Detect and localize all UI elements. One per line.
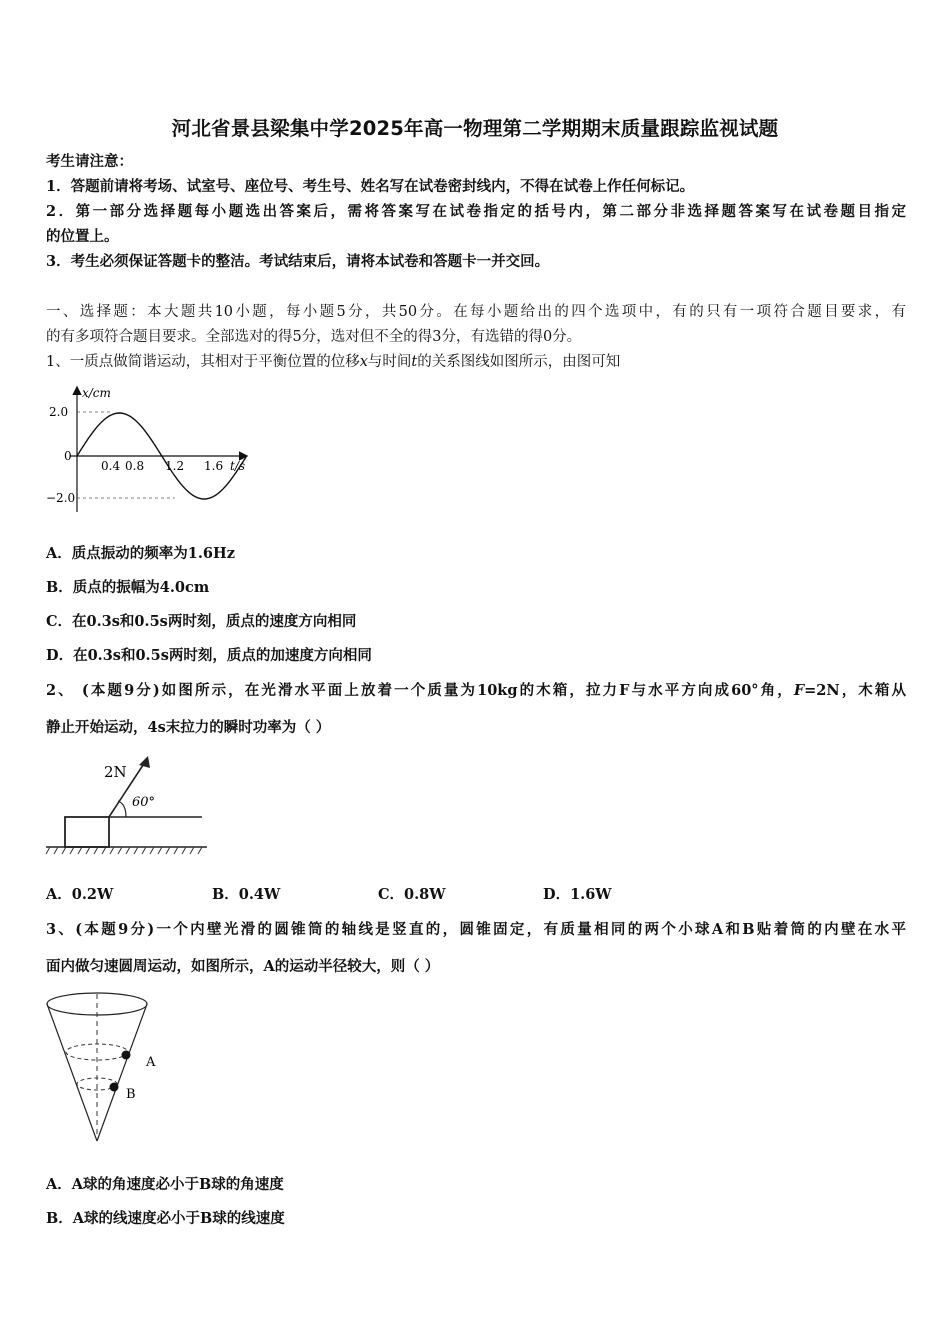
x-tick-0.4: 0.4 [101, 459, 121, 473]
wooden-box [65, 817, 109, 847]
angle-arc [118, 801, 126, 817]
angle-label: 60° [132, 795, 156, 810]
q1-option-d: D．在0.3s和0.5s两时刻，质点的加速度方向相同 [46, 647, 372, 664]
q2-stem-line2: 静止开始运动，4s末拉力的瞬时功率为（ ） [46, 719, 331, 736]
ball-b-label: B [126, 1087, 136, 1102]
x-tick-0.8: 0.8 [125, 459, 145, 473]
section-intro-line2: 的有多项符合题目要求。全部选对的得5分，选对但不全的得3分，有选错的得0分。 [46, 329, 582, 345]
page-title: 河北省景县梁集中学2025年高一物理第二学期期末质量跟踪监视试题 [171, 117, 779, 140]
cone-left-side [47, 1004, 97, 1141]
q2-option-a: A．0.2W [46, 886, 114, 903]
q1-stem-b: 与时间 [367, 354, 412, 370]
y-tick-min: −2.0 [46, 491, 76, 505]
y-tick-max: 2.0 [49, 405, 69, 419]
ball-a [122, 1051, 131, 1060]
q1-stem [46, 352, 620, 372]
q1-option-c: C．在0.3s和0.5s两时刻，质点的速度方向相同 [46, 613, 357, 630]
notice-item-2-cont: 的位置上。 [46, 228, 119, 245]
x-axis-label: t/s [230, 459, 246, 473]
q2-stem-line1: 2、 (本题9分)如图所示，在光滑水平面上放着一个质量为10kg的木箱，拉力F与水平方向成60°角，F=2N，木箱从 [46, 682, 906, 699]
q3-option-a: A．A球的角速度必小于B球的角速度 [46, 1176, 284, 1193]
q1-var-t: t [411, 354, 418, 370]
notice-item-2: 2．第一部分选择题每小题选出答案后，需将答案写在试卷指定的括号内，第二部分非选择题答案写在试卷题目指定 [46, 203, 906, 220]
y-tick-zero: 0 [64, 449, 72, 463]
q3-stem-line2: 面内做匀速圆周运动，如图所示，A的运动半径较大，则（ ） [46, 958, 440, 975]
q3-stem-line1: 3、(本题9分)一个内壁光滑的圆锥筒的轴线是竖直的，圆锥固定，有质量相同的两个小球A和B贴着筒的内壁在水平 [46, 921, 906, 938]
q2-option-c: C．0.8W [378, 886, 446, 903]
ball-a-label: A [146, 1055, 156, 1070]
cone-right-side [97, 1004, 147, 1141]
q3-cone-figure [40, 988, 170, 1148]
ground-hatching [46, 847, 202, 854]
q1-option-b: B．质点的振幅为4.0cm [46, 579, 210, 596]
q2-box-force-figure [42, 750, 212, 860]
y-axis-label: x/cm [82, 386, 111, 400]
q2-option-b: B．0.4W [212, 886, 281, 903]
q1-var-x: x [359, 354, 368, 370]
q3-option-b: B．A球的线速度必小于B球的线速度 [46, 1210, 285, 1227]
force-label: 2N [104, 763, 127, 781]
notice-item-3: 3．考生必须保证答题卡的整洁。考试结束后，请将本试卷和答题卡一并交回。 [46, 253, 550, 270]
x-tick-1.2: 1.2 [165, 459, 185, 473]
q1-stem-c: 的关系图线如图所示，由图可知 [417, 354, 621, 370]
x-tick-1.6: 1.6 [204, 459, 224, 473]
q1-displacement-graph [40, 380, 260, 520]
notice-heading: 考生请注意： [46, 153, 133, 170]
q2-option-d: D．1.6W [543, 886, 612, 903]
section-intro-line1: 一、选择题：本大题共10小题，每小题5分，共50分。在每小题给出的四个选项中，有的只有一项符合题目要求，有 [46, 304, 906, 320]
force-arrow-head [139, 756, 150, 768]
q1-option-a: A．质点振动的频率为1.6Hz [46, 545, 235, 562]
notice-item-1: 1．答题前请将考场、试室号、座位号、考生号、姓名写在试卷密封线内，不得在试卷上作任何标记。 [46, 178, 695, 195]
q1-stem-a: 1、一质点做简谐运动，其相对于平衡位置的位移 [46, 354, 360, 370]
ball-b [110, 1083, 119, 1092]
